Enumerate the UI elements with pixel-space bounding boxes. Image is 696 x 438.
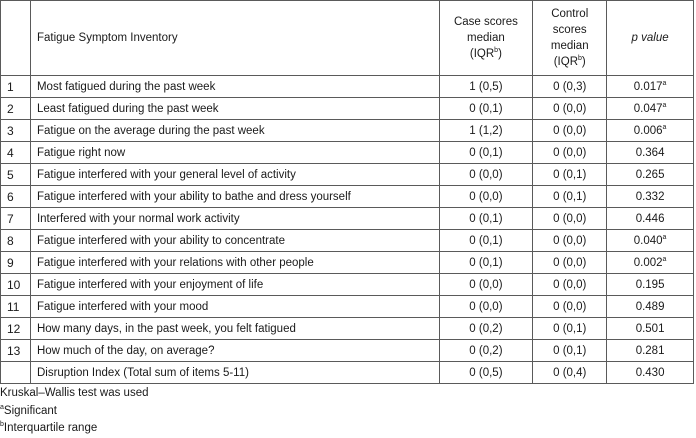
row-control-cell: 0 (0,1)	[533, 340, 607, 362]
row-control-cell: 0 (0,1)	[533, 318, 607, 340]
row-item-cell: How much of the day, on average?	[30, 340, 439, 362]
row-control-cell: 0 (0,0)	[533, 98, 607, 120]
row-number-cell	[1, 362, 31, 384]
row-case-cell: 0 (0,0)	[439, 186, 533, 208]
table-header-row	[1, 1, 694, 76]
row-control-cell: 0 (0,0)	[533, 120, 607, 142]
row-control-cell: 0 (0,0)	[533, 142, 607, 164]
row-item-cell: Least fatigued during the past week	[30, 98, 439, 120]
table-row	[1, 98, 694, 120]
row-number-cell: 7	[1, 208, 31, 230]
header-case-line3	[446, 46, 527, 62]
footnote-mark-a: a	[0, 403, 4, 411]
p-value: 0.040	[633, 234, 663, 247]
row-item-cell: Fatigue interfered with your general level of activity	[30, 164, 439, 186]
significance-mark: a	[662, 233, 667, 241]
header-control-iqr: (IQR	[553, 56, 578, 68]
significance-mark: a	[662, 79, 667, 87]
row-case-cell: 0 (0,1)	[439, 230, 533, 252]
row-p-value-cell	[607, 164, 694, 186]
row-case-cell: 0 (0,0)	[439, 164, 533, 186]
header-case-line2: median	[467, 32, 505, 44]
row-case-cell: 0 (0,2)	[439, 318, 533, 340]
row-number-cell: 1	[1, 76, 31, 98]
row-number-cell: 4	[1, 142, 31, 164]
table-row	[1, 120, 694, 142]
row-number-cell: 6	[1, 186, 31, 208]
footnote-mark-b: b	[0, 421, 4, 429]
p-value: 0.501	[635, 322, 665, 335]
header-number-cell	[1, 1, 31, 76]
row-control-cell: 0 (0,1)	[533, 164, 607, 186]
row-case-cell: 0 (0,0)	[439, 274, 533, 296]
row-item-cell: Fatigue interfered with your relations with other people	[30, 252, 439, 274]
header-control-scores	[533, 1, 607, 76]
table-row	[1, 296, 694, 318]
row-control-cell: 0 (0,3)	[533, 76, 607, 98]
p-value: 0.265	[635, 168, 665, 181]
header-control-iqr-close: )	[581, 56, 586, 68]
row-item-cell: Disruption Index (Total sum of items 5-11)	[30, 362, 439, 384]
footnote-mark-b: b	[494, 47, 499, 55]
row-item-cell: Fatigue interfered with your mood	[30, 296, 439, 318]
row-number-cell: 13	[1, 340, 31, 362]
footnote-significant-text: Significant	[3, 404, 57, 417]
row-item-cell: Fatigue interfered with your ability to bathe and dress yourself	[30, 186, 439, 208]
footnote-significant	[0, 403, 149, 421]
row-number-cell: 5	[1, 164, 31, 186]
table-footnotes	[0, 385, 149, 438]
header-p-value: p value	[607, 1, 694, 76]
header-control-line3: median	[550, 40, 589, 52]
p-value: 0.364	[635, 146, 665, 159]
row-item-cell: Fatigue interfered with your enjoyment of life	[30, 274, 439, 296]
table-row	[1, 340, 694, 362]
row-item-cell: Fatigue on the average during the past week	[30, 120, 439, 142]
header-control-line2: scores	[552, 24, 587, 36]
p-value: 0.332	[635, 190, 665, 203]
table-row	[1, 362, 694, 384]
table-row	[1, 274, 694, 296]
header-case-line1: Case scores	[453, 16, 518, 28]
significance-mark: a	[662, 255, 667, 263]
footnote-test: Kruskal–Wallis test was used	[0, 387, 149, 399]
row-p-value-cell	[607, 318, 694, 340]
row-p-value-cell	[607, 252, 694, 274]
table-body	[1, 76, 694, 384]
header-case-scores	[439, 1, 533, 76]
row-item-cell: Fatigue interfered with your ability to concentrate	[30, 230, 439, 252]
row-p-value-cell	[607, 296, 694, 318]
p-value: 0.281	[635, 344, 665, 357]
footnote-iqr-text: Interquartile range	[3, 422, 98, 434]
row-item-cell: Most fatigued during the past week	[30, 76, 439, 98]
p-value: 0.006	[633, 124, 663, 137]
row-p-value-cell	[607, 230, 694, 252]
row-control-cell: 0 (0,0)	[533, 208, 607, 230]
row-p-value-cell	[607, 120, 694, 142]
row-item-cell: Interfered with your normal work activity	[30, 208, 439, 230]
header-inventory: Fatigue Symptom Inventory	[30, 1, 439, 76]
row-case-cell: 0 (0,0)	[439, 296, 533, 318]
row-number-cell: 10	[1, 274, 31, 296]
table-row	[1, 164, 694, 186]
table-row	[1, 230, 694, 252]
table-row	[1, 186, 694, 208]
p-value: 0.017	[633, 80, 663, 93]
header-control-line4	[539, 54, 600, 70]
row-case-cell: 0 (0,5)	[439, 362, 533, 384]
significance-mark: a	[662, 123, 667, 131]
row-number-cell: 2	[1, 98, 31, 120]
row-case-cell: 1 (0,5)	[439, 76, 533, 98]
significance-mark: a	[662, 101, 667, 109]
row-p-value-cell	[607, 274, 694, 296]
row-control-cell: 0 (0,0)	[533, 252, 607, 274]
p-value: 0.430	[635, 366, 665, 379]
row-case-cell: 0 (0,1)	[439, 208, 533, 230]
row-control-cell: 0 (0,4)	[533, 362, 607, 384]
header-case-iqr-close: )	[498, 48, 502, 60]
row-case-cell: 0 (0,1)	[439, 252, 533, 274]
p-value: 0.195	[635, 278, 665, 291]
row-p-value-cell	[607, 362, 694, 384]
row-item-cell: How many days, in the past week, you felt fatigued	[30, 318, 439, 340]
row-number-cell: 12	[1, 318, 31, 340]
row-case-cell: 1 (1,2)	[439, 120, 533, 142]
row-control-cell: 0 (0,1)	[533, 186, 607, 208]
row-control-cell: 0 (0,0)	[533, 230, 607, 252]
row-item-cell: Fatigue right now	[30, 142, 439, 164]
footnote-mark-b: b	[578, 55, 582, 63]
table-row	[1, 76, 694, 98]
p-value: 0.446	[635, 212, 665, 225]
row-p-value-cell	[607, 98, 694, 120]
row-control-cell: 0 (0,0)	[533, 274, 607, 296]
row-p-value-cell	[607, 142, 694, 164]
row-number-cell: 9	[1, 252, 31, 274]
row-case-cell: 0 (0,1)	[439, 98, 533, 120]
row-p-value-cell	[607, 186, 694, 208]
row-case-cell: 0 (0,2)	[439, 340, 533, 362]
row-number-cell: 8	[1, 230, 31, 252]
row-p-value-cell	[607, 76, 694, 98]
footnote-iqr	[0, 420, 149, 438]
table-row	[1, 252, 694, 274]
table-row	[1, 318, 694, 340]
p-value: 0.047	[633, 102, 663, 115]
row-case-cell: 0 (0,1)	[439, 142, 533, 164]
header-case-iqr: (IQR	[469, 48, 495, 60]
p-value: 0.489	[635, 300, 665, 313]
row-p-value-cell	[607, 340, 694, 362]
p-value: 0.002	[633, 256, 663, 269]
table-row	[1, 142, 694, 164]
row-number-cell: 11	[1, 296, 31, 318]
table-row	[1, 208, 694, 230]
row-control-cell: 0 (0,0)	[533, 296, 607, 318]
header-control-line1: Control	[551, 8, 589, 20]
row-number-cell: 3	[1, 120, 31, 142]
row-p-value-cell	[607, 208, 694, 230]
